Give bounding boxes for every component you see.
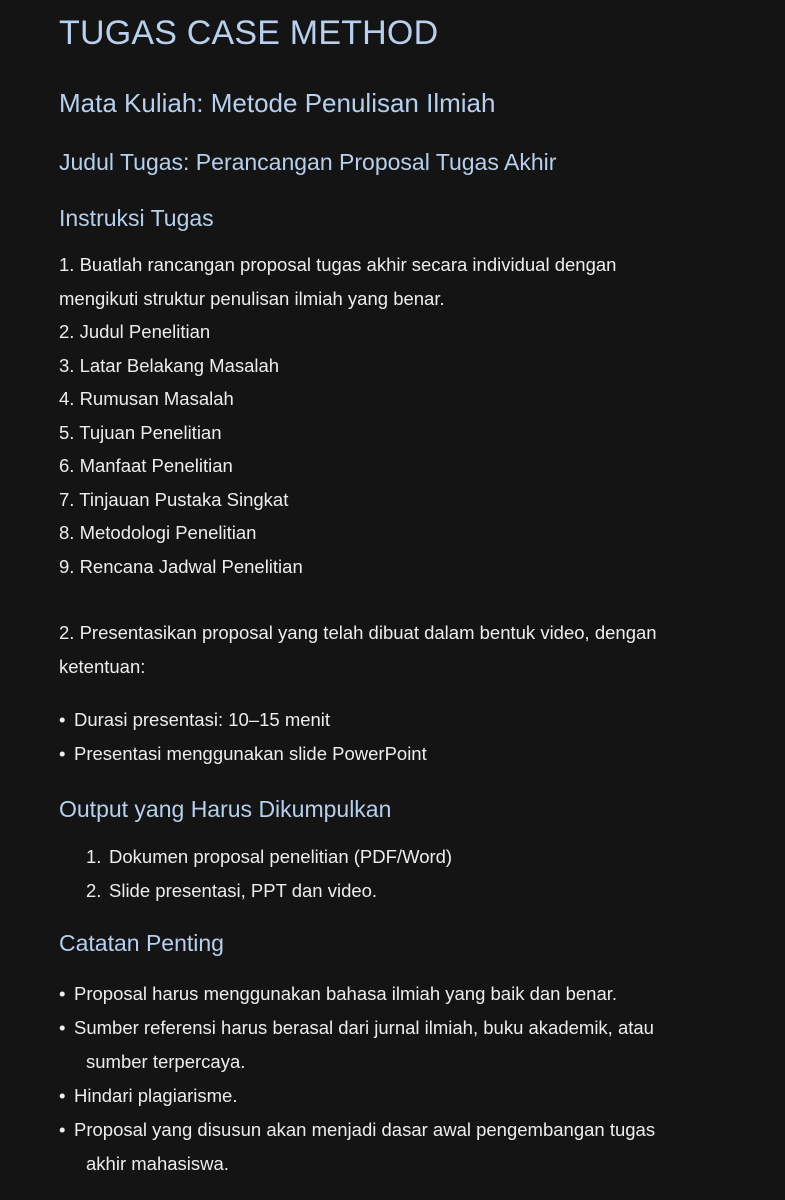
- structure-item: 3. Latar Belakang Masalah: [59, 354, 280, 376]
- assignment-title-heading: Judul Tugas: Perancangan Proposal Tugas Akhir: [59, 149, 557, 175]
- list-item: • Hindari plagiarisme.: [59, 1079, 655, 1113]
- list-item: 2. Slide presentasi, PPT dan video.: [86, 879, 378, 901]
- structure-item: 9. Rencana Jadwal Penelitian: [59, 555, 303, 577]
- structure-item: 6. Manfaat Penelitian: [59, 455, 233, 476]
- bullet-icon: •: [59, 743, 66, 764]
- output-heading: Output yang Harus Dikumpulkan: [59, 796, 392, 822]
- instructions-block: [59, 248, 616, 583]
- output-list: [86, 840, 452, 907]
- bullet-icon: •: [59, 983, 66, 1004]
- instruction-2-line-2: ketentuan:: [59, 655, 146, 677]
- page-title: TUGAS CASE METHOD: [59, 14, 439, 52]
- instruction-2-line-1: 2. Presentasikan proposal yang telah dibuat dalam bentuk video, dengan: [59, 622, 657, 643]
- list-item: • Durasi presentasi: 10–15 menit: [59, 703, 427, 737]
- instruction-2-block: [59, 616, 657, 683]
- list-item: • Sumber referensi harus berasal dari jurnal ilmiah, buku akademik, atau sumber terpercaya.: [59, 1011, 655, 1079]
- instruction-1-line-2: mengikuti struktur penulisan ilmiah yang benar.: [59, 287, 445, 309]
- list-item: • Proposal yang disusun akan menjadi dasar awal pengembangan tugas akhir mahasiswa.: [59, 1113, 655, 1181]
- course-heading: Mata Kuliah: Metode Penulisan Ilmiah: [59, 88, 496, 118]
- list-item: 1. Dokumen proposal penelitian (PDF/Word): [86, 846, 453, 867]
- structure-item: 8. Metodologi Penelitian: [59, 522, 257, 543]
- structure-item: 4. Rumusan Masalah: [59, 388, 234, 409]
- structure-item: 2. Judul Penelitian: [59, 321, 211, 342]
- list-item: • Proposal harus menggunakan bahasa ilmiah yang baik dan benar.: [59, 977, 655, 1011]
- bullet-icon: •: [59, 1085, 66, 1106]
- notes-list: [59, 977, 655, 1181]
- instructions-heading: Instruksi Tugas: [59, 205, 214, 231]
- list-item: • Presentasi menggunakan slide PowerPoint: [59, 737, 427, 771]
- bullet-icon: •: [59, 1017, 66, 1038]
- notes-heading: Catatan Penting: [59, 930, 224, 956]
- bullet-icon: •: [59, 709, 66, 730]
- structure-item: 5. Tujuan Penelitian: [59, 421, 222, 443]
- bullet-icon: •: [59, 1119, 66, 1140]
- presentation-requirements-list: [59, 703, 427, 771]
- structure-item: 7. Tinjauan Pustaka Singkat: [59, 488, 289, 510]
- instruction-1-line-1: 1. Buatlah rancangan proposal tugas akhir secara individual dengan: [59, 254, 617, 275]
